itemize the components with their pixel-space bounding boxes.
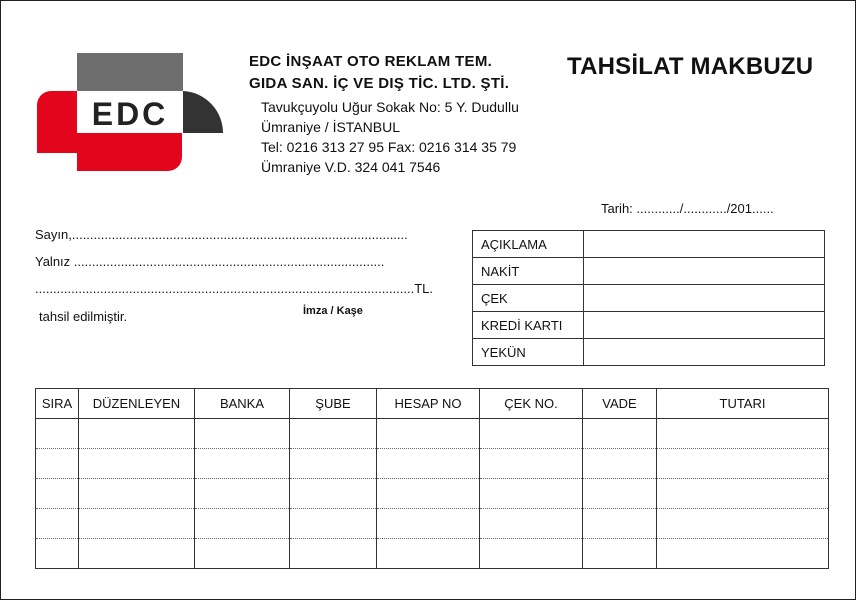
cheque-details-table xyxy=(35,388,829,569)
table-cell[interactable] xyxy=(195,419,290,449)
column-header: TUTARI xyxy=(657,389,829,419)
table-header-row xyxy=(36,389,829,419)
payment-row-label: KREDİ KARTI xyxy=(473,312,584,339)
table-row xyxy=(36,479,829,509)
table-cell[interactable] xyxy=(79,419,195,449)
table-cell[interactable] xyxy=(377,539,480,569)
table-cell[interactable] xyxy=(377,419,480,449)
table-cell[interactable] xyxy=(583,419,657,449)
column-header: ŞUBE xyxy=(290,389,377,419)
document-title: TAHSİLAT MAKBUZU xyxy=(567,53,814,80)
table-cell[interactable] xyxy=(290,449,377,479)
table-row xyxy=(473,258,825,285)
column-header: DÜZENLEYEN xyxy=(79,389,195,419)
table-row xyxy=(36,449,829,479)
table-row xyxy=(36,419,829,449)
payment-row-label: NAKİT xyxy=(473,258,584,285)
logo-gray-block xyxy=(77,53,183,91)
payment-summary-table xyxy=(472,230,825,366)
logo-cutout xyxy=(37,153,77,175)
table-cell[interactable] xyxy=(290,479,377,509)
table-row xyxy=(36,509,829,539)
table-cell[interactable] xyxy=(583,509,657,539)
table-cell[interactable] xyxy=(377,449,480,479)
company-tax-office: Ümraniye V.D. 324 041 7546 xyxy=(261,159,441,175)
payment-row-value-field[interactable] xyxy=(584,339,825,366)
recipient-line: Sayın,............................................................................................. xyxy=(35,227,408,242)
logo-text: EDC xyxy=(91,96,169,132)
table-cell[interactable] xyxy=(377,479,480,509)
table-cell[interactable] xyxy=(195,449,290,479)
table-cell[interactable] xyxy=(583,479,657,509)
table-cell[interactable] xyxy=(480,479,583,509)
table-cell[interactable] xyxy=(657,449,829,479)
table-cell[interactable] xyxy=(657,539,829,569)
table-cell[interactable] xyxy=(36,509,79,539)
company-address xyxy=(261,97,519,177)
table-cell[interactable] xyxy=(195,539,290,569)
column-header: SIRA xyxy=(36,389,79,419)
company-name-line2: GIDA SAN. İÇ VE DIŞ TİC. LTD. ŞTİ. xyxy=(249,75,510,92)
logo-dark-quarter xyxy=(183,91,223,133)
payment-row-value-field[interactable] xyxy=(584,285,825,312)
payment-row-value-field[interactable] xyxy=(584,312,825,339)
amount-words-line: Yalnız ...................................................................................... xyxy=(35,254,385,269)
table-cell[interactable] xyxy=(657,509,829,539)
table-cell[interactable] xyxy=(290,509,377,539)
company-phone: Tel: 0216 313 27 95 Fax: 0216 314 35 79 xyxy=(261,139,517,155)
table-cell[interactable] xyxy=(583,539,657,569)
table-cell[interactable] xyxy=(79,449,195,479)
payment-row-label: ÇEK xyxy=(473,285,584,312)
table-cell[interactable] xyxy=(79,539,195,569)
table-row xyxy=(36,539,829,569)
table-row xyxy=(473,339,825,366)
table-cell[interactable] xyxy=(583,449,657,479)
address-city: Ümraniye / İSTANBUL xyxy=(261,119,400,135)
table-row xyxy=(473,285,825,312)
column-header: HESAP NO xyxy=(377,389,480,419)
table-cell[interactable] xyxy=(36,419,79,449)
table-cell[interactable] xyxy=(480,419,583,449)
table-cell[interactable] xyxy=(377,509,480,539)
table-cell[interactable] xyxy=(195,479,290,509)
company-name xyxy=(249,51,509,95)
table-cell[interactable] xyxy=(195,509,290,539)
amount-tl-line: .........................................................................................................TL. xyxy=(35,281,434,296)
signature-label: İmza / Kaşe xyxy=(303,305,363,317)
table-row xyxy=(473,312,825,339)
table-cell[interactable] xyxy=(36,539,79,569)
payment-row-value-field[interactable] xyxy=(584,258,825,285)
table-cell[interactable] xyxy=(657,479,829,509)
table-row xyxy=(473,231,825,258)
table-cell[interactable] xyxy=(79,479,195,509)
edc-logo xyxy=(37,53,227,175)
table-cell[interactable] xyxy=(480,509,583,539)
table-cell[interactable] xyxy=(657,419,829,449)
payment-row-value-field[interactable] xyxy=(584,231,825,258)
collected-text: tahsil edilmiştir. xyxy=(39,309,128,324)
date-line: Tarih: ............/............/201...... xyxy=(601,201,774,216)
table-cell[interactable] xyxy=(480,539,583,569)
address-street: Tavukçuyolu Uğur Sokak No: 5 Y. Dudullu xyxy=(261,99,519,115)
table-cell[interactable] xyxy=(290,539,377,569)
table-cell[interactable] xyxy=(36,479,79,509)
column-header: VADE xyxy=(583,389,657,419)
table-cell[interactable] xyxy=(290,419,377,449)
column-header: ÇEK NO. xyxy=(480,389,583,419)
column-header: BANKA xyxy=(195,389,290,419)
table-cell[interactable] xyxy=(480,449,583,479)
table-cell[interactable] xyxy=(36,449,79,479)
company-name-line1: EDC İNŞAAT OTO REKLAM TEM. xyxy=(249,53,493,70)
payment-row-label: AÇIKLAMA xyxy=(473,231,584,258)
table-cell[interactable] xyxy=(79,509,195,539)
payment-row-label: YEKÜN xyxy=(473,339,584,366)
